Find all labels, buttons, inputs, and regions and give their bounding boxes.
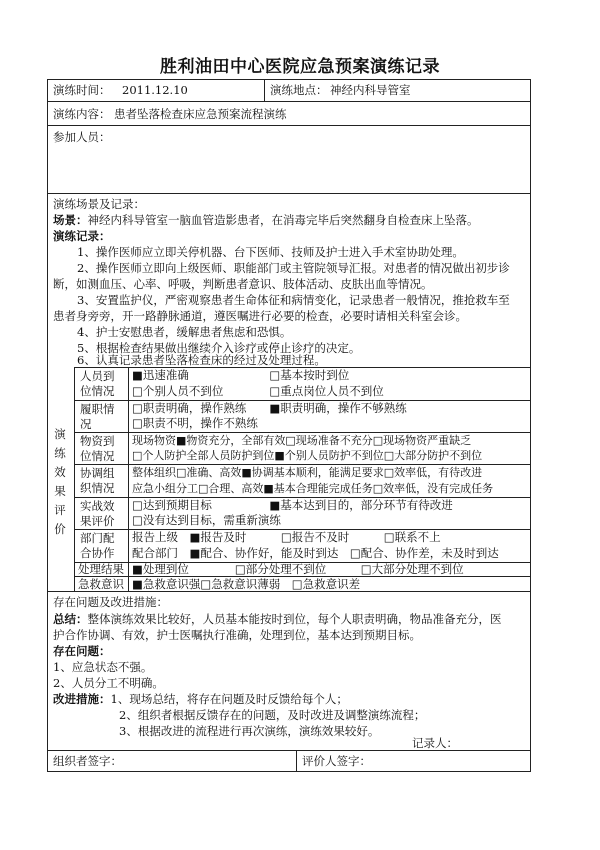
improve-line (53, 692, 348, 707)
scene-text: 神经内科导管室一脑血管造影患者，在消毒完毕后突然翻身自检查床上坠落。 (87, 213, 479, 227)
evaluation-side-label: 演练效果评价 (54, 427, 66, 536)
eval-row-line: 应急小组分工□合理、高效■基本合理能完成任务□效率低，没有完成任务 (132, 482, 494, 495)
place-label: 演练地点： (270, 83, 328, 97)
issues-heading: 存在问题及改进措施： (53, 595, 168, 609)
row-divider (47, 101, 531, 102)
eval-row-line: □职责明确，操作熟练 ■职责明确，操作不够熟练 (132, 401, 407, 415)
problems-label: 存在问题： (53, 644, 111, 658)
row-divider (47, 750, 531, 751)
summary-text: 整体演练效果比较好，人员基本能按时到位，每个人职责明确，物品准备充分，医 (87, 612, 502, 626)
eval-row-line: 整体组织□准确、高效■协调基本顺利，能满足要求□效率低，有待改进 (132, 466, 483, 479)
summary-label: 总结： (53, 612, 88, 626)
recorder-label: 记录人： (412, 736, 458, 750)
eval-row-label: 物资到位情况 (80, 434, 115, 463)
record-line: 患者身旁旁，开一路静脉通道，遵医嘱进行必要的检查，必要时请相关科室会诊。 (53, 309, 467, 323)
improve-item: 3、根据改进的流程进行再次演练，演练效果较好。 (119, 724, 380, 738)
evaluator-signature-label: 评价人签字： (302, 754, 371, 768)
problem-item: 1、应急状态不强。 (53, 660, 153, 674)
eval-row-label: 履职情况 (80, 402, 115, 431)
eval-row-label: 处理结果 (78, 562, 124, 576)
content-value: 患者坠落检查床应急预案流程演练 (114, 107, 287, 121)
summary-line: 护合作协调、有效，护士医嘱执行准确，处理到位，基本达到预期目标。 (53, 628, 421, 642)
eval-row-label: 急救意识 (78, 577, 124, 591)
improve-label: 改进措施： (53, 692, 111, 706)
record-line: 5、根据检查结果做出继续介入诊疗或停止诊疗的决定。 (77, 341, 361, 355)
scene-line (53, 213, 479, 228)
row-divider (47, 125, 531, 126)
problem-item: 2、人员分工不明确。 (53, 676, 164, 690)
col-divider (74, 367, 75, 591)
eval-row-line: 现场物资■物资充分，全部有效□现场准备不充分□现场物资严重缺乏 (132, 434, 472, 447)
eval-row-label: 协调组织情况 (80, 466, 115, 495)
row-divider (47, 193, 531, 194)
record-label: 演练记录： (53, 229, 111, 243)
eval-row-label: 部门配合协作 (80, 531, 115, 560)
eval-row-line: 报告上级 ■报告及时 □报告不及时 □联系不上 (132, 530, 441, 544)
content-label: 演练内容： (53, 107, 111, 121)
eval-row-line: ■迅速准确 □基本按时到位 (132, 368, 350, 382)
time-value: 2011.12.10 (122, 83, 188, 97)
place-value: 神经内科导管室 (330, 83, 411, 97)
improve-item: 1、现场总结，将存在问题及时反馈给每个人； (110, 692, 348, 706)
page-title: 胜利油田中心医院应急预案演练记录 (160, 57, 440, 77)
scene-label: 场景： (53, 213, 88, 227)
eval-row-line: □达到预期目标 ■基本达到目的，部分环节有待改进 (132, 498, 453, 512)
record-line: 2、操作医师立即向上级医师、职能部门或主管院领导汇报。对患者的情况做出初步诊 (77, 261, 510, 275)
eval-row-line: □个别人员不到位 □重点岗位人员不到位 (132, 384, 384, 398)
eval-row-line: □职责不明，操作不熟练 (132, 416, 258, 430)
col-divider (128, 367, 129, 591)
record-line: 6、认真记录患者坠落检查床的经过及处理过程。 (77, 353, 326, 367)
record-line: 4、护士安慰患者，缓解患者焦虑和恐惧。 (77, 325, 292, 339)
participants-label: 参加人员： (53, 130, 111, 144)
eval-row-label: 实战效果评价 (80, 499, 115, 528)
eval-row-line: 配合部门 ■配合、协作好，能及时到达 □配合、协作差，未及时到达 (132, 546, 499, 560)
record-line: 断，如测血压、心率、呼吸，判断患者意识、肢体活动、皮肤出血等情况。 (53, 277, 433, 291)
eval-row-label: 人员到位情况 (80, 369, 115, 398)
improve-item: 2、组织者根据反馈存在的问题，及时改进及调整演练流程； (119, 708, 426, 722)
eval-row-line: ■急救意识强□急救意识薄弱 □急救意识差 (132, 577, 361, 591)
scene-heading: 演练场景及记录： (53, 197, 145, 211)
col-divider (296, 750, 297, 772)
organizer-signature-label: 组织者签字： (53, 754, 122, 768)
eval-row-line: ■处理到位 □部分处理不到位 □大部分处理不到位 (132, 562, 464, 576)
record-line: 1、操作医师应立即关停机器、台下医师、技师及护士进入手术室协助处理。 (77, 245, 464, 259)
col-divider (264, 79, 265, 101)
summary-line (53, 612, 502, 627)
eval-row-line: □个人防护全部人员防护到位■个别人员防护不到位□大部分防护不到位 (132, 449, 483, 462)
time-label: 演练时间： (53, 83, 111, 97)
eval-row-line: □没有达到目标，需重新演练 (132, 513, 281, 527)
record-line: 3、安置监护仪，严密观察患者生命体征和病情变化，记录患者一般情况，推抢救车至 (77, 293, 510, 307)
